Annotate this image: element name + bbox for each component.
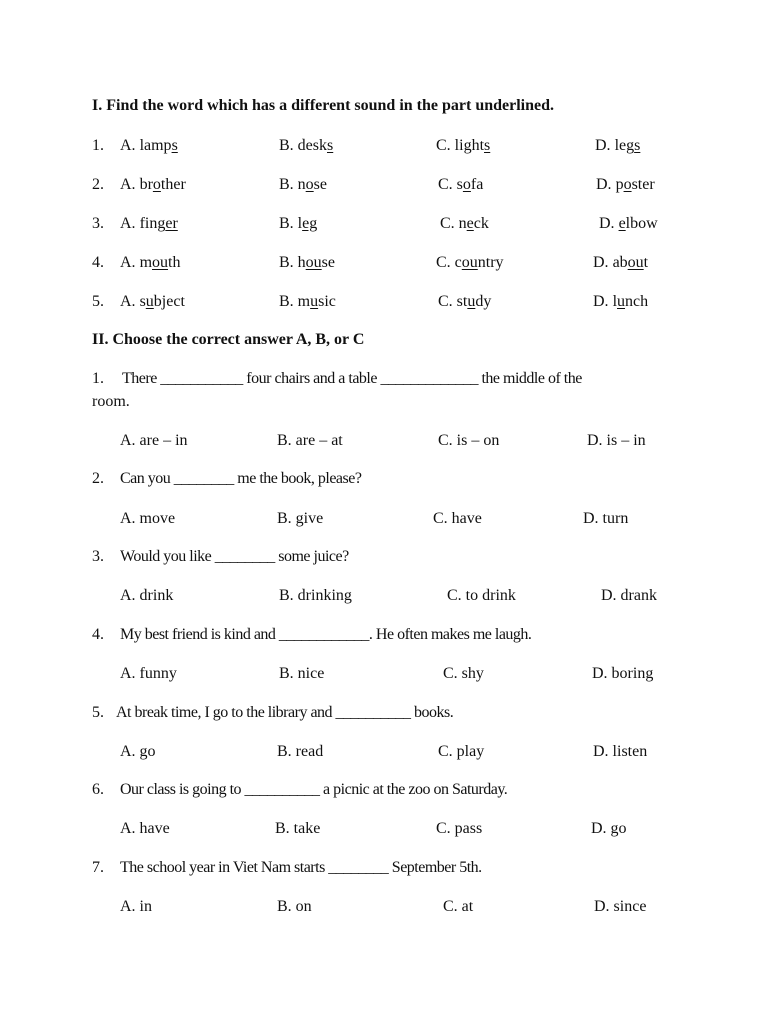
item-number: 4. [92, 254, 104, 271]
option-c: C. play [438, 743, 485, 760]
question-text: Our class is going to __________ a picnic at the zoo on Saturday. [120, 781, 508, 798]
option-c: C. neck [440, 215, 489, 232]
option-b: B. give [277, 510, 324, 527]
option-a: A. are – in [120, 432, 188, 449]
option-c: C. country [436, 254, 504, 271]
option-b: B. house [279, 254, 335, 271]
option-a: A. mouth [120, 254, 181, 271]
option-c: C. sofa [438, 176, 484, 193]
option-a: A. move [120, 510, 176, 527]
option-d: D. since [594, 898, 647, 915]
option-a: A. brother [120, 176, 186, 193]
option-c: C. have [433, 510, 482, 527]
question-number: 1. [92, 370, 104, 387]
option-b: B. desks [279, 137, 334, 154]
item-number: 3. [92, 215, 104, 232]
option-c: C. study [438, 293, 492, 310]
question-number: 7. [92, 859, 104, 876]
question-number: 2. [92, 470, 104, 487]
option-b: B. read [277, 743, 324, 760]
option-d: D. go [591, 820, 627, 837]
option-a: A. subject [120, 293, 185, 310]
option-b: B. nice [279, 665, 325, 682]
section1-heading: I. Find the word which has a different sound in the part underlined. [92, 97, 554, 114]
option-d: D. poster [596, 176, 655, 193]
question-number: 5. [92, 704, 104, 721]
option-b: B. are – at [277, 432, 343, 449]
option-d: D. lunch [593, 293, 649, 310]
question-number: 6. [92, 781, 104, 798]
option-b: B. drinking [279, 587, 352, 604]
option-d: D. drank [601, 587, 657, 604]
option-b: B. take [275, 820, 321, 837]
question-number: 3. [92, 548, 104, 565]
option-a: A. finger [120, 215, 178, 232]
question-text: At break time, I go to the library and __________ books. [116, 704, 454, 721]
option-d: D. elbow [599, 215, 658, 232]
item-number: 1. [92, 137, 104, 154]
option-c: C. pass [436, 820, 483, 837]
option-a: A. funny [120, 665, 177, 682]
item-number: 5. [92, 293, 104, 310]
option-c: C. at [443, 898, 474, 915]
option-d: D. legs [595, 137, 641, 154]
question-text: Can you ________ me the book, please? [120, 470, 362, 487]
option-d: D. turn [583, 510, 629, 527]
option-c: C. to drink [447, 587, 516, 604]
option-d: D. about [593, 254, 649, 271]
question-text-continued: room. [92, 393, 130, 410]
question-text: The school year in Viet Nam starts ________ September 5th. [120, 859, 482, 876]
option-b: B. on [277, 898, 312, 915]
question-number: 4. [92, 626, 104, 643]
question-text: There ___________ four chairs and a table _____________ the middle of the [122, 370, 582, 387]
option-b: B. nose [279, 176, 327, 193]
option-a: A. have [120, 820, 170, 837]
option-d: D. is – in [587, 432, 646, 449]
option-a: A. drink [120, 587, 174, 604]
option-a: A. go [120, 743, 156, 760]
option-c: C. shy [443, 665, 484, 682]
item-number: 2. [92, 176, 104, 193]
option-a: A. lamps [120, 137, 178, 154]
question-text: Would you like ________ some juice? [120, 548, 349, 565]
option-b: B. music [279, 293, 336, 310]
option-d: D. listen [593, 743, 648, 760]
question-text: My best friend is kind and ____________. He often makes me laugh. [120, 626, 532, 643]
option-c: C. is – on [438, 432, 500, 449]
option-a: A. in [120, 898, 152, 915]
option-d: D. boring [592, 665, 654, 682]
option-b: B. leg [279, 215, 318, 232]
option-c: C. lights [436, 137, 491, 154]
section2-heading: II. Choose the correct answer A, B, or C [92, 331, 365, 348]
